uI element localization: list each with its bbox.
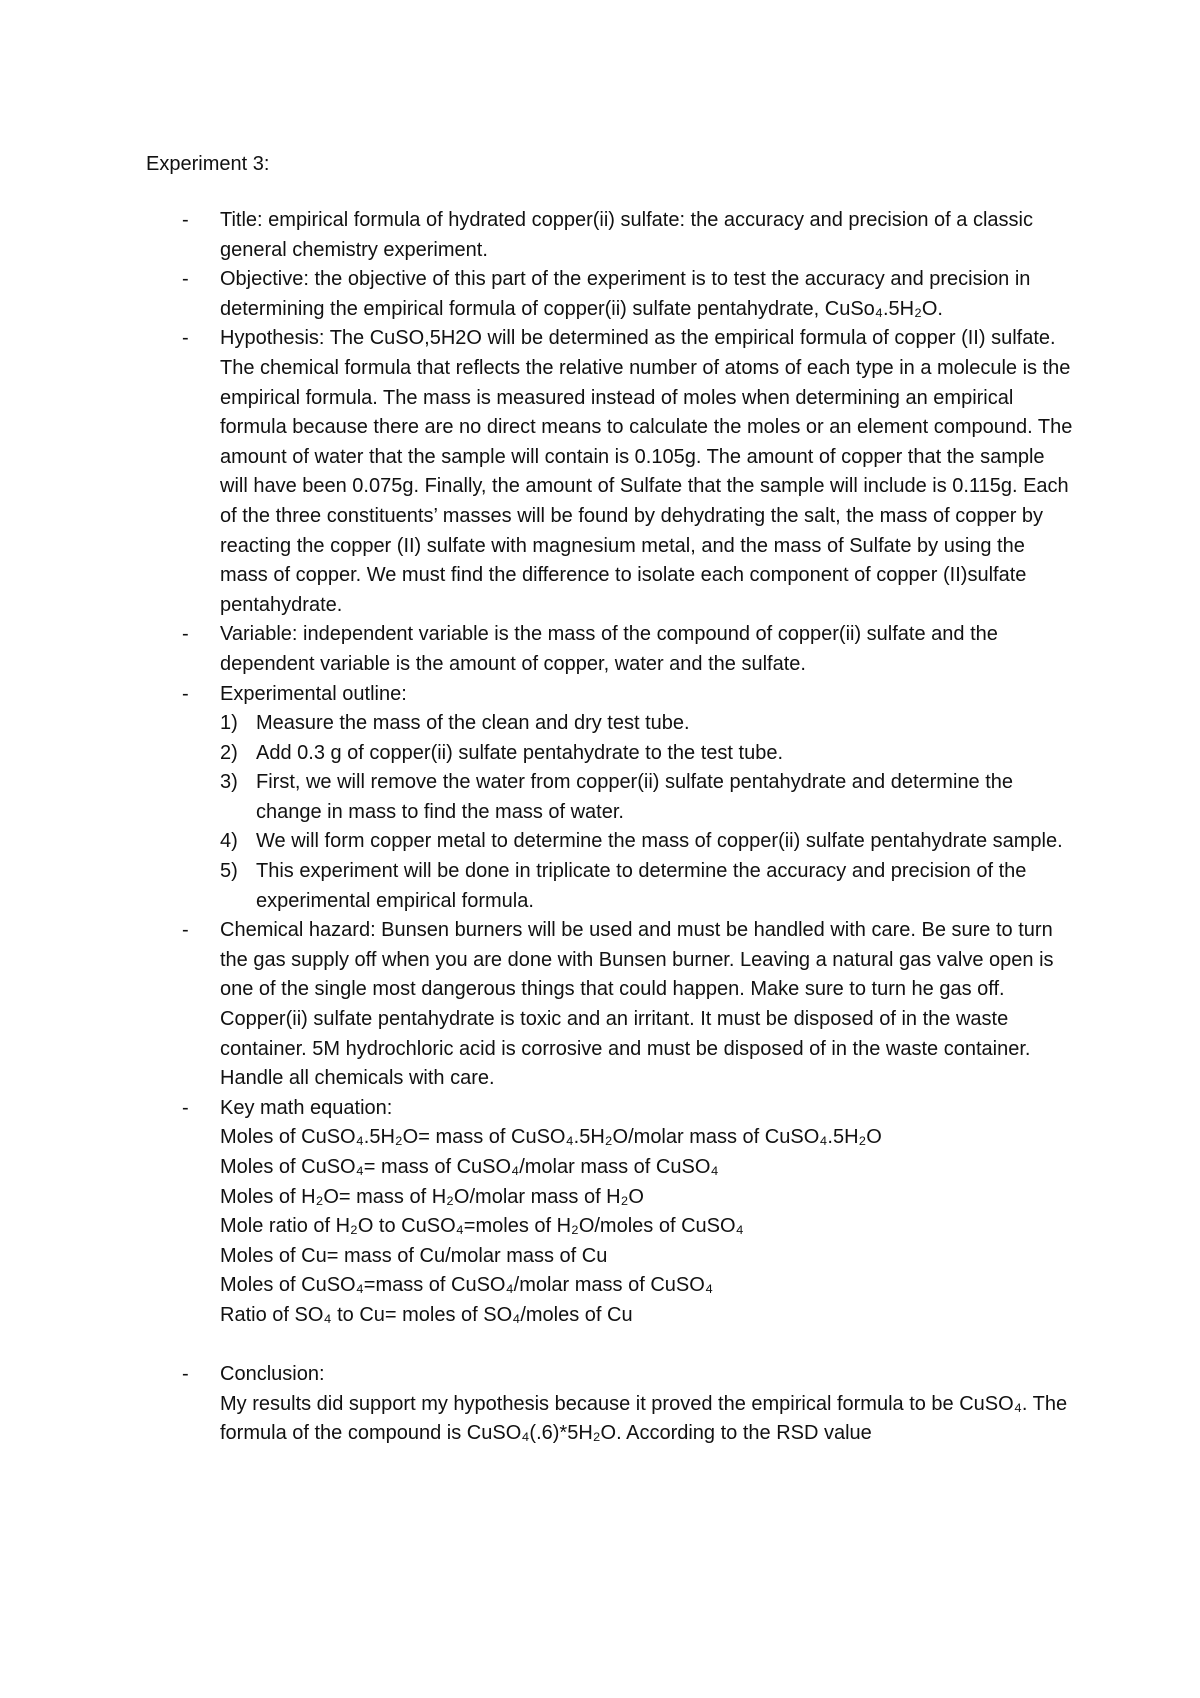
- title-section: [146, 206, 1076, 265]
- equation-line: Moles of Cu= mass of Cu/molar mass of Cu: [220, 1244, 608, 1267]
- step-text: Add 0.3 g of copper(ii) sulfate pentahydrate to the test tube.: [256, 741, 784, 764]
- variable-section: [146, 620, 1076, 679]
- title-text: Title: empirical formula of hydrated copper(ii) sulfate: the accuracy and precision of a classic general chemistry experiment.: [220, 209, 1033, 261]
- outline-step: [220, 827, 1076, 857]
- hypothesis-text: Hypothesis: The CuSO,5H2O will be determined as the empirical formula of copper (II) sulfate. The chemical formula that reflects the relative number of atoms of each type in a molecule is the empirical formula. The mass is measured instead of moles when determining an empirical formula because there are no direct means to calculate the moles or an element compound. The amount of water that the sample will contain is 0.105g. The amount of copper that the sample will have been 0.075g. Finally, the amount of Sulfate that the sample will include is 0.115g. Each of the three constituents’ masses will be found by dehydrating the salt, the mass of copper by reacting the copper (II) sulfate with magnesium metal, and the mass of Sulfate by using the mass of copper. We must find the difference to isolate each component of copper (II)sulfate pentahydrate.: [220, 327, 1073, 616]
- conclusion-section: [146, 1360, 1076, 1449]
- step-number: 4): [220, 830, 238, 853]
- outline-section: [146, 680, 1076, 917]
- objective-text: Objective: the objective of this part of the experiment is to test the accuracy and precision in determining the empirical formula of copper(ii) sulfate pentahydrate, CuSo₄.5H₂O.: [220, 268, 1031, 320]
- equation-line: Ratio of SO₄ to Cu= moles of SO₄/moles of Cu: [220, 1303, 633, 1326]
- conclusion-text: My results did support my hypothesis because it proved the empirical formula to be CuSO₄. The formula of the compound is CuSO₄(.6)*5H₂O. According to the RSD value: [220, 1392, 1068, 1445]
- step-text: This experiment will be done in triplicate to determine the accuracy and precision of the experimental empirical formula.: [256, 860, 1027, 912]
- bullet-dash: -: [182, 919, 189, 942]
- outline-step: [220, 739, 1076, 769]
- step-number: 2): [220, 741, 238, 764]
- step-text: First, we will remove the water from copper(ii) sulfate pentahydrate and determine the change in mass to find the mass of water.: [256, 771, 1014, 823]
- equation-line: Moles of CuSO₄=mass of CuSO₄/molar mass of CuSO₄: [220, 1274, 713, 1297]
- step-number: 1): [220, 712, 238, 735]
- outline-step: [220, 768, 1076, 827]
- equation-line: Moles of H₂O= mass of H₂O/molar mass of H₂O: [220, 1185, 644, 1208]
- step-text: Measure the mass of the clean and dry test tube.: [256, 712, 690, 735]
- bullet-dash: -: [182, 623, 189, 646]
- hazard-text: Chemical hazard: Bunsen burners will be used and must be handled with care. Be sure to turn the gas supply off when you are done with Bunsen burner. Leaving a natural gas valve open is one of the single most dangerous things that could happen. Make sure to turn he gas off. Copper(ii) sulfate pentahydrate is toxic and an irritant. It must be disposed of in the waste container. 5M hydrochloric acid is corrosive and must be disposed of in the waste container. Handle all chemicals with care.: [220, 919, 1054, 1090]
- bullet-dash: -: [182, 682, 189, 705]
- bullet-dash: -: [182, 209, 189, 231]
- math-label: Key math equation:: [220, 1096, 393, 1119]
- section-list: [146, 206, 1076, 1449]
- hazard-section: [146, 916, 1076, 1094]
- bullet-dash: -: [182, 327, 189, 350]
- bullet-dash: -: [182, 268, 189, 291]
- conclusion-label: Conclusion:: [220, 1363, 325, 1386]
- outline-label: Experimental outline:: [220, 682, 407, 705]
- step-text: We will form copper metal to determine the mass of copper(ii) sulfate pentahydrate sample.: [256, 830, 1063, 853]
- math-section: [146, 1094, 1076, 1331]
- step-number: 5): [220, 860, 238, 883]
- outline-step: [220, 709, 1076, 739]
- outline-steps: [220, 709, 1076, 916]
- document-heading: Experiment 3:: [146, 153, 270, 175]
- bullet-dash: -: [182, 1363, 189, 1386]
- bullet-dash: -: [182, 1096, 189, 1119]
- equation-line: Moles of CuSO₄= mass of CuSO₄/molar mass of CuSO₄: [220, 1156, 719, 1178]
- variable-text: Variable: independent variable is the mass of the compound of copper(ii) sulfate and the dependent variable is the amount of copper, water and the sulfate.: [220, 623, 998, 675]
- outline-step: [220, 857, 1076, 916]
- step-number: 3): [220, 771, 238, 794]
- equation-line: Moles of CuSO₄.5H₂O= mass of CuSO₄.5H₂O/molar mass of CuSO₄.5H₂O: [220, 1126, 882, 1149]
- equation-line: Mole ratio of H₂O to CuSO₄=moles of H₂O/moles of CuSO₄: [220, 1215, 744, 1238]
- objective-section: [146, 265, 1076, 324]
- blank-line: [146, 1331, 1076, 1361]
- hypothesis-section: [146, 324, 1076, 620]
